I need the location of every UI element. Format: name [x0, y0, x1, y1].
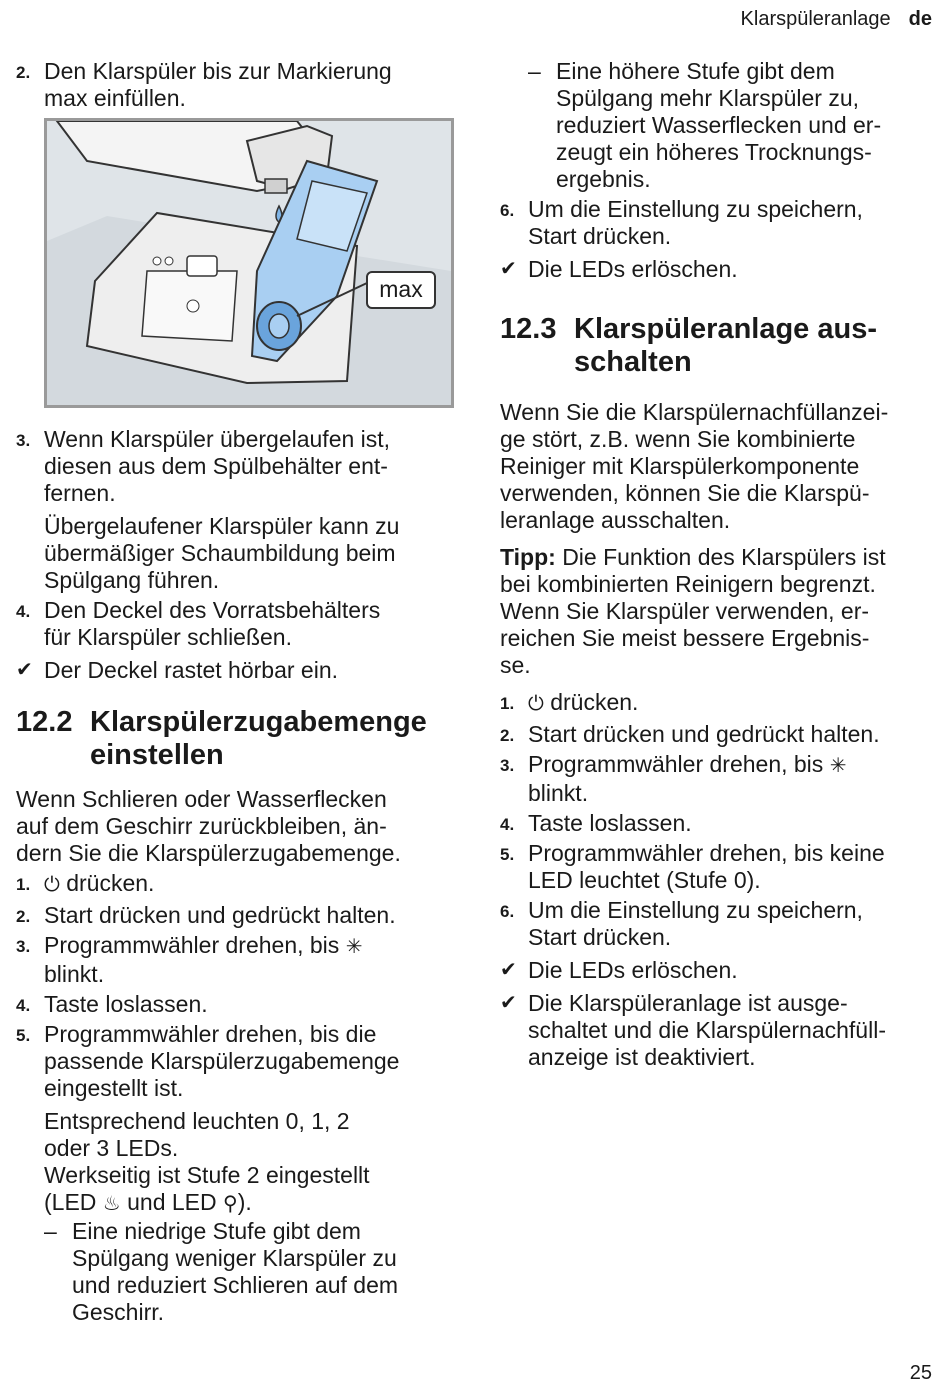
- adjust-step-4: [16, 991, 456, 1018]
- left-column: [16, 58, 456, 1326]
- step-number: 2.: [16, 907, 31, 926]
- dash-text: ergebnis.: [556, 166, 651, 192]
- tip-text: Wenn Sie Klarspüler verwenden, er-: [500, 598, 870, 624]
- off-step-3: [500, 751, 940, 807]
- check-icon: ✔: [500, 959, 517, 981]
- result-leds-off: [500, 256, 940, 283]
- step-number: 1.: [500, 694, 515, 713]
- note-text: übermäßiger Schaumbildung beim: [44, 540, 396, 566]
- result-text: schaltet und die Klarspülernachfüll-: [528, 1017, 886, 1043]
- step-number: 1.: [16, 875, 31, 894]
- result-leds-off-2: [500, 957, 940, 984]
- step-text: blinkt.: [44, 961, 105, 987]
- result-text: Die LEDs erlöschen.: [528, 256, 738, 282]
- paragraph-line: verwenden, können Sie die Klarspü-: [500, 480, 870, 506]
- start-key-label: Start: [528, 223, 577, 249]
- off-step-6: [500, 897, 940, 951]
- dash-text: Eine niedrige Stufe gibt dem: [72, 1218, 361, 1244]
- start-key-label: Start: [44, 902, 93, 928]
- note-text-leds: [44, 1189, 456, 1218]
- step-number: 3.: [500, 756, 515, 775]
- step-5-note: [16, 1108, 456, 1218]
- max-marking-label: max: [366, 271, 436, 309]
- step-text: Taste loslassen.: [44, 991, 208, 1017]
- sparkle-icon: ✳: [829, 755, 847, 777]
- step-text: diesen aus dem Spülbehälter ent-: [44, 453, 388, 479]
- step-text: Programmwähler drehen, bis: [528, 751, 824, 777]
- result-rinse-aid-disabled: [500, 990, 940, 1071]
- dash-text: Spülgang weniger Klarspüler zu: [72, 1245, 397, 1271]
- result-text: anzeige ist deaktiviert.: [528, 1044, 756, 1070]
- note-text: Entsprechend leuchten 0, 1, 2: [44, 1108, 350, 1134]
- note-text: Werkseitig ist Stufe 2 eingestellt: [44, 1162, 370, 1188]
- check-icon: ✔: [500, 258, 517, 280]
- step-4: [16, 597, 456, 651]
- adjust-step-6: [500, 196, 940, 250]
- step-text: Den Deckel des Vorratsbehälters: [44, 597, 381, 623]
- dash-text: Eine höhere Stufe gibt dem: [556, 58, 835, 84]
- step-text: drücken und gedrückt halten.: [98, 902, 396, 928]
- page-number: 25: [909, 1362, 932, 1384]
- step-number: 4.: [16, 996, 31, 1015]
- tip-text: Die Funktion des Klarspülers ist: [562, 544, 886, 570]
- off-step-4: [500, 810, 940, 837]
- sparkle-icon: ✳: [345, 936, 363, 958]
- step-number: 5.: [500, 845, 515, 864]
- heading-number: 12.2: [16, 706, 73, 738]
- heading-12-2: [16, 706, 456, 772]
- step-number: 6.: [500, 201, 515, 220]
- dash-text: und reduziert Schlieren auf dem: [72, 1272, 399, 1298]
- step-text: drücken.: [582, 223, 672, 249]
- heading-number: 12.3: [500, 313, 557, 345]
- step-3-note: [16, 513, 456, 594]
- note-fragment: ).: [237, 1189, 252, 1215]
- step-text: Programmwähler drehen, bis keine: [528, 840, 885, 866]
- note-fragment: (LED: [44, 1189, 97, 1215]
- step-text: Taste loslassen.: [528, 810, 692, 836]
- switch-off-paragraph: [500, 399, 940, 534]
- paragraph-line: Reiniger mit Klarspülerkomponente: [500, 453, 860, 479]
- power-icon: ⏻: [44, 874, 60, 896]
- step-text: passende Klarspülerzugabemenge: [44, 1048, 400, 1074]
- intro-paragraph: [16, 786, 456, 867]
- adjust-step-2: [16, 902, 456, 929]
- tap-icon: ⚲: [223, 1193, 238, 1215]
- dash-item-high-level: [500, 58, 940, 193]
- paragraph-line: Wenn Schlieren oder Wasserflecken: [16, 786, 387, 812]
- step-text: drücken.: [66, 870, 155, 896]
- step-number: 4.: [16, 602, 31, 621]
- step-number: 5.: [16, 1026, 31, 1045]
- power-icon: ⏻: [528, 693, 544, 715]
- header-section-title: Klarspüleranlage: [740, 8, 891, 30]
- step-number: 3.: [16, 431, 31, 450]
- step-number: 4.: [500, 815, 515, 834]
- note-text: oder 3 LEDs.: [44, 1135, 179, 1161]
- heading-text: Klarspülerzugabemenge: [90, 706, 427, 738]
- step-text: für Klarspüler schließen.: [44, 624, 292, 650]
- step-text: Programmwähler drehen, bis die: [44, 1021, 377, 1047]
- step-text: blinkt.: [528, 780, 589, 806]
- step-text: drücken.: [550, 689, 639, 715]
- header-language: de: [908, 8, 932, 30]
- start-key-label: Start: [528, 924, 577, 950]
- dash-text: Geschirr.: [72, 1299, 165, 1325]
- page-header: [741, 8, 932, 31]
- step-text: Wenn Klarspüler übergelaufen ist,: [44, 426, 391, 452]
- adjust-step-5: [16, 1021, 456, 1102]
- dash-item-low-level: [16, 1218, 456, 1326]
- note-fragment: und LED: [127, 1189, 217, 1215]
- dash-bullet: –: [44, 1218, 57, 1244]
- heading-text: Klarspüleranlage aus-: [574, 313, 877, 345]
- dash-text: zeugt ein höheres Trocknungs-: [556, 139, 872, 165]
- start-key-label: Start: [528, 721, 577, 747]
- note-text: Übergelaufener Klarspüler kann zu: [44, 513, 400, 539]
- off-step-5: [500, 840, 940, 894]
- paragraph-line: auf dem Geschirr zurückbleiben, än-: [16, 813, 387, 839]
- dash-text: reduziert Wasserflecken und er-: [556, 112, 882, 138]
- off-step-1: [500, 689, 940, 718]
- step-text: Programmwähler drehen, bis: [44, 932, 340, 958]
- step-text: fernen.: [44, 480, 116, 506]
- paragraph-line: ge stört, z.B. wenn Sie kombinierte: [500, 426, 856, 452]
- step-3: [16, 426, 456, 507]
- step-number: 6.: [500, 902, 515, 921]
- off-step-2: [500, 721, 940, 748]
- step-text: Um die Einstellung zu speichern,: [528, 196, 863, 222]
- dash-text: Spülgang mehr Klarspüler zu,: [556, 85, 859, 111]
- paragraph-line: leranlage ausschalten.: [500, 507, 731, 533]
- step-text: eingestellt ist.: [44, 1075, 184, 1101]
- result-text: Der Deckel rastet hörbar ein.: [44, 657, 339, 683]
- check-icon: ✔: [500, 992, 517, 1014]
- dash-bullet: –: [528, 58, 541, 84]
- step-text: Um die Einstellung zu speichern,: [528, 897, 863, 923]
- tip-text: se.: [500, 652, 531, 678]
- step-text: max einfüllen.: [44, 85, 186, 111]
- dishwasher-dispenser-drawing: [47, 121, 451, 405]
- paragraph-line: Wenn Sie die Klarspülernachfüllanzei-: [500, 399, 889, 425]
- result-lid-clicks: [16, 657, 456, 684]
- result-text: Die LEDs erlöschen.: [528, 957, 738, 983]
- tip-text: bei kombinierten Reinigern begrenzt.: [500, 571, 876, 597]
- step-number: 2.: [500, 726, 515, 745]
- adjust-step-1: [16, 870, 456, 899]
- step-number: 3.: [16, 937, 31, 956]
- step-number: 2.: [16, 63, 31, 82]
- step-2: [16, 58, 456, 112]
- step-text: Den Klarspüler bis zur Markierung: [44, 58, 392, 84]
- tip-label: Tipp:: [500, 544, 556, 570]
- heading-12-3: [500, 313, 940, 379]
- paragraph-line: dern Sie die Klarspülerzugabemenge.: [16, 840, 401, 866]
- steam-icon: ♨: [102, 1193, 121, 1215]
- result-text: Die Klarspüleranlage ist ausge-: [528, 990, 848, 1016]
- heading-text: einstellen: [90, 739, 224, 771]
- check-icon: ✔: [16, 659, 33, 681]
- tip-paragraph: [500, 544, 940, 679]
- step-text: LED leuchtet (Stufe 0).: [528, 867, 761, 893]
- step-text: drücken und gedrückt halten.: [582, 721, 880, 747]
- step-text: drücken.: [582, 924, 672, 950]
- note-text: Spülgang führen.: [44, 567, 220, 593]
- right-column: [500, 58, 940, 1071]
- heading-text: schalten: [574, 346, 692, 378]
- tip-text: reichen Sie meist bessere Ergebnis-: [500, 625, 870, 651]
- adjust-step-3: [16, 932, 456, 988]
- rinse-aid-fill-illustration: [44, 118, 454, 408]
